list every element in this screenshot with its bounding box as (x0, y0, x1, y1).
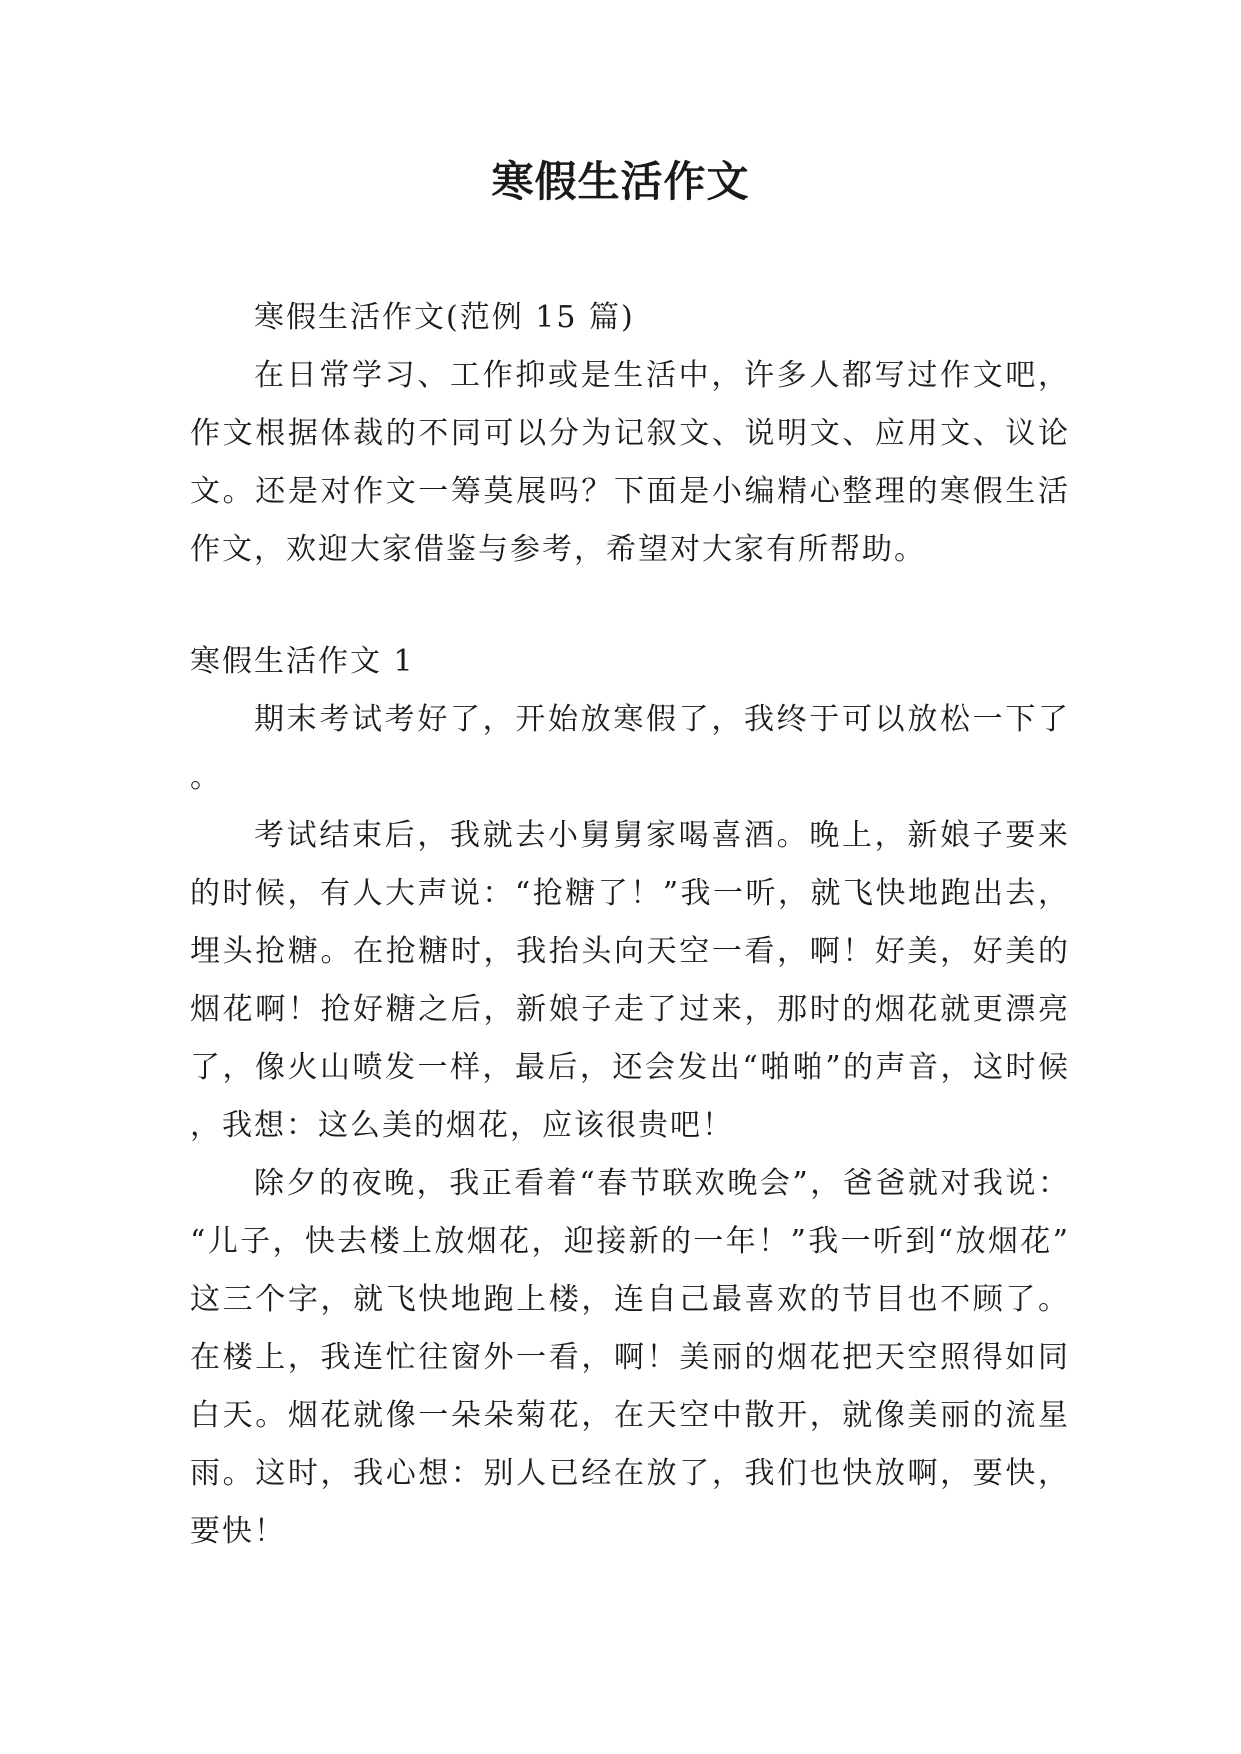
section-paragraph: 考试结束后，我就去小舅舅家喝喜酒。晚上，新娘子要来的时候，有人大声说：“抢糖了！”我一听，就飞快地跑出去，埋头抢糖。在抢糖时，我抬头向天空一看，啊！好美，好美的烟花啊！抢好糖之后，新娘子走了过来，那时的烟花就更漂亮了，像火山喷发一样，最后，还会发出“啪啪”的声音，这时候，我想：这么美的烟花，应该很贵吧！ (190, 818, 1070, 1143)
section-paragraph: 除夕的夜晚，我正看着“春节联欢晚会”，爸爸就对我说：“儿子，快去楼上放烟花，迎接新的一年！”我一听到“放烟花”这三个字，就飞快地跑上楼，连自己最喜欢的节目也不顾了。在楼上，我连忙往窗外一看，啊！美丽的烟花把天空照得如同白天。烟花就像一朵朵菊花，在天空中散开，就像美丽的流星雨。这时，我心想：别人已经在放了，我们也快放啊，要快，要快！ (190, 1166, 1070, 1549)
section-1 (190, 633, 1070, 1561)
section-paragraph: 期末考试考好了，开始放寒假了，我终于可以放松一下了。 (190, 702, 1070, 795)
intro-paragraph: 在日常学习、工作抑或是生活中，许多人都写过作文吧，作文根据体裁的不同可以分为记叙文、说明文、应用文、议论文。还是对作文一筹莫展吗？下面是小编精心整理的寒假生活作文，欢迎大家借鉴与参考，希望对大家有所帮助。 (190, 358, 1070, 567)
intro-subtitle: 寒假生活作文(范例 15 篇) (254, 300, 635, 335)
section-heading: 寒假生活作文 1 (190, 644, 415, 679)
intro-block (190, 289, 1070, 579)
document-title: 寒假生活作文 (491, 157, 750, 206)
